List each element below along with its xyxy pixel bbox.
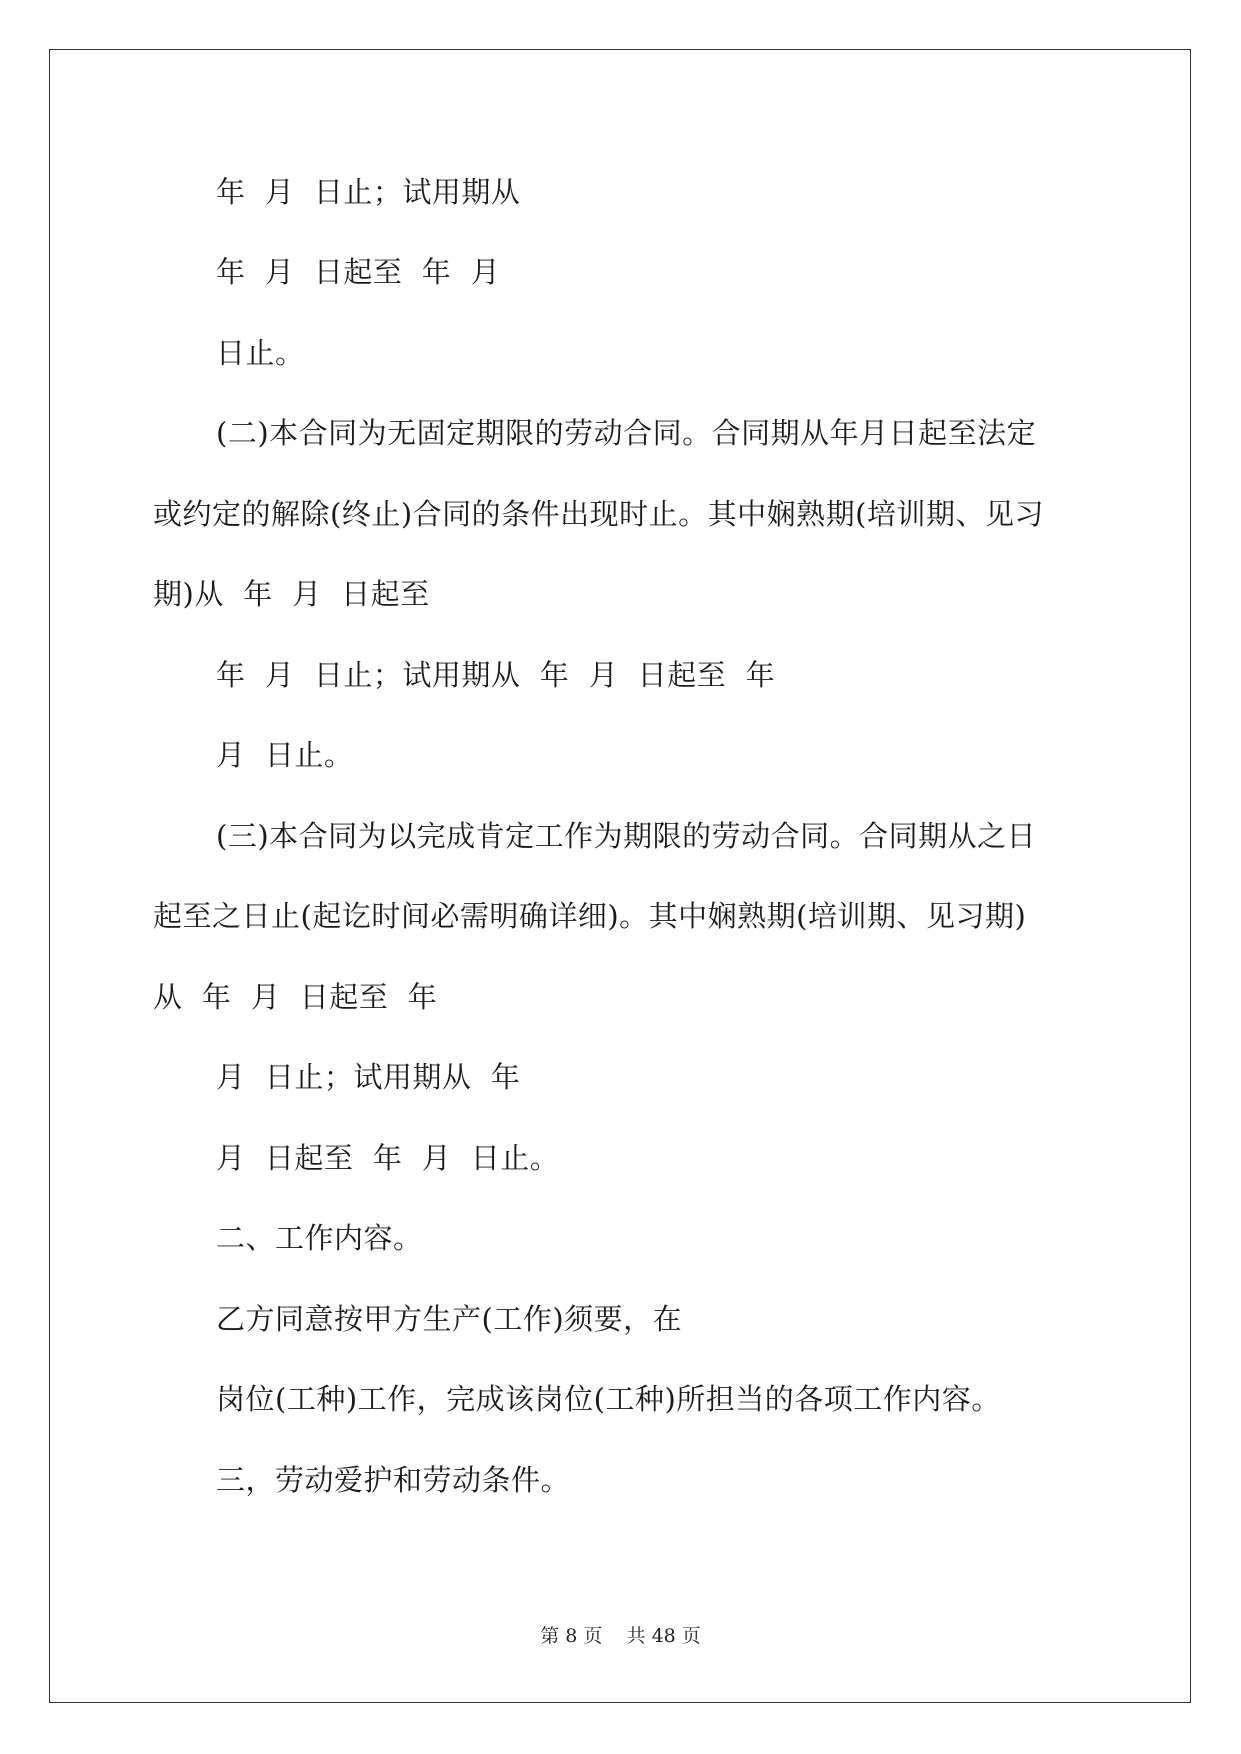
section-heading: 三，劳动爱护和劳动条件。 bbox=[216, 1463, 571, 1497]
text-line: 月 日止。 bbox=[216, 738, 354, 772]
text-line: 起至之日止(起讫时间必需明确详细)。其中娴熟期(培训期、见习期) bbox=[153, 899, 1027, 933]
text-line: 期)从 年 月 日起至 bbox=[153, 577, 430, 611]
text-line: 日止。 bbox=[216, 336, 305, 370]
text-line: 从 年 月 日起至 年 bbox=[153, 980, 438, 1014]
text-line: 月 日止；试用期从 年 bbox=[216, 1060, 521, 1094]
text-line: (二)本合同为无固定期限的劳动合同。合同期从年月日起至法定 bbox=[216, 416, 1037, 450]
text-line: 月 日起至 年 月 日止。 bbox=[216, 1141, 560, 1175]
text-line: (三)本合同为以完成肯定工作为期限的劳动合同。合同期从之日 bbox=[216, 819, 1037, 853]
text-line: 年 月 日起至 年 月 bbox=[216, 255, 501, 289]
page-number-footer: 第 8 页 共 48 页 bbox=[540, 1625, 701, 1647]
page-border bbox=[49, 49, 1191, 1703]
text-line: 或约定的解除(终止)合同的条件出现时止。其中娴熟期(培训期、见习 bbox=[153, 497, 1044, 531]
section-heading: 二、工作内容。 bbox=[216, 1221, 423, 1255]
text-line: 年 月 日止；试用期从 年 月 日起至 年 bbox=[216, 658, 776, 692]
text-line: 年 月 日止；试用期从 bbox=[216, 175, 521, 209]
text-line: 岗位(工种)工作，完成该岗位(工种)所担当的各项工作内容。 bbox=[216, 1382, 1001, 1416]
text-line: 乙方同意按甲方生产(工作)须要，在 bbox=[216, 1302, 683, 1336]
